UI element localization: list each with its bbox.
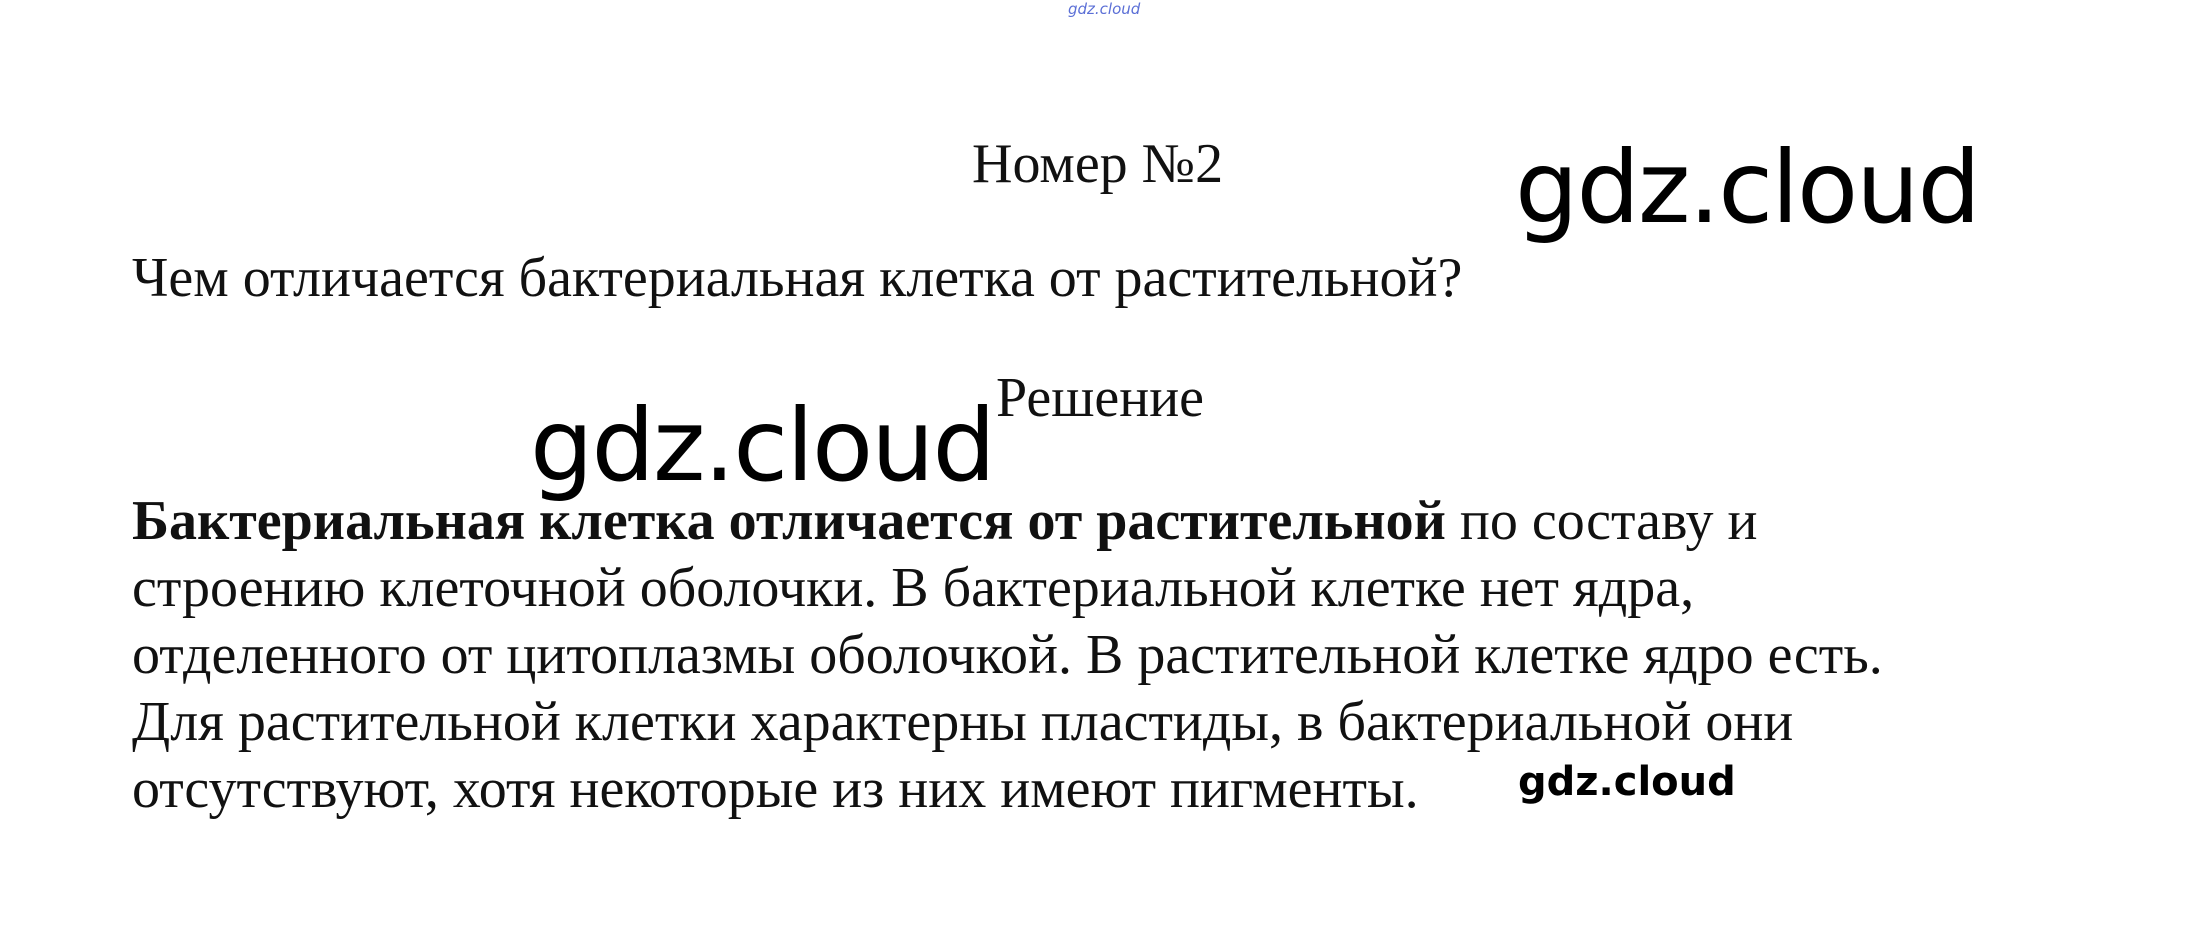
watermark-large: gdz.cloud — [1515, 129, 1980, 246]
watermark-inline: gdz.cloud — [1518, 759, 1736, 805]
answer-line-3: отделенного от цитоплазмы оболочкой. В растительной клетке ядро есть. — [132, 624, 1883, 686]
answer-line-1-rest: по составу и — [1445, 490, 1758, 552]
question-text: Чем отличается бактериальная клетка от растительной? — [132, 247, 1463, 309]
solution-heading: Решение — [996, 367, 1205, 429]
answer-text — [132, 488, 2032, 823]
answer-line-2: строению клеточной оболочки. В бактериальной клетке нет ядра, — [132, 557, 1695, 619]
answer-line-1 — [132, 488, 2032, 555]
page-title: Номер №2 — [972, 133, 1224, 195]
top-watermark: gdz.cloud — [1068, 0, 1141, 18]
answer-bold-lead: Бактериальная клетка отличается от растительной — [132, 490, 1446, 552]
answer-line-5: отсутствуют, хотя некоторые из них имеют пигменты. — [132, 758, 1419, 820]
watermark-large-left: gdz.cloud — [530, 387, 995, 504]
answer-line-4: Для растительной клетки характерны пластиды, в бактериальной они — [132, 691, 1794, 753]
